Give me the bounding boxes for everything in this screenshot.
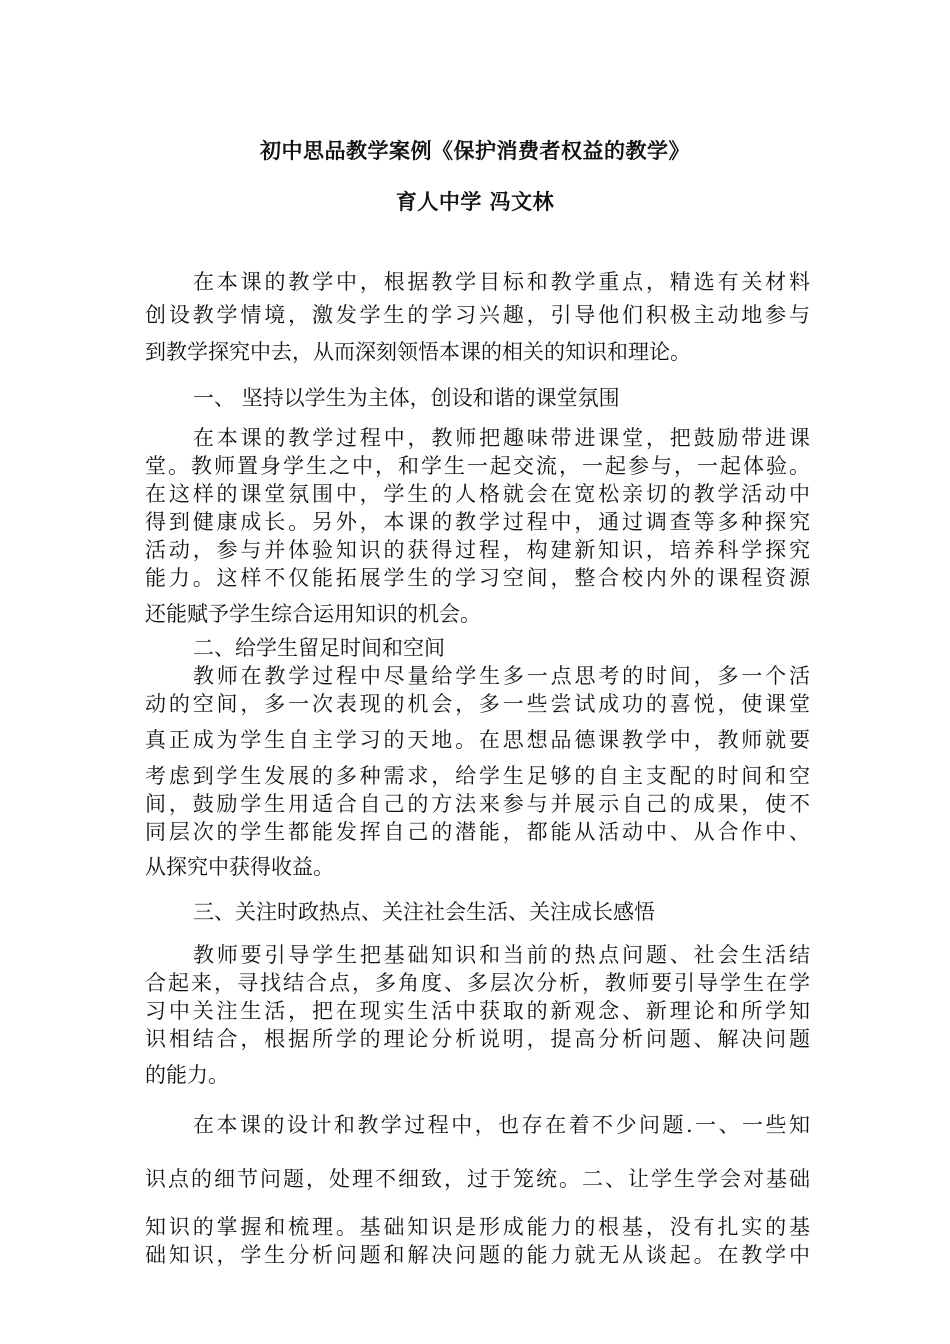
text-line: 识相结合，根据所学的理论分析说明，提高分析问题、解决问题	[145, 1027, 810, 1051]
section-heading: 二、给学生留足时间和空间	[193, 636, 445, 660]
text-line: 真正成为学生自主学习的天地。在思想品德课教学中，教师就要	[145, 728, 810, 752]
document-title: 初中思品教学案例《保护消费者权益的教学》	[260, 139, 690, 163]
text-line: 考虑到学生发展的多种需求，给学生足够的自主支配的时间和空	[145, 764, 810, 788]
text-line: 从探究中获得收益。	[145, 855, 334, 879]
text-line: 得到健康成长。另外，本课的教学过程中，通过调查等多种探究	[145, 510, 810, 534]
section-heading: 一、 坚持以学生为主体，创设和谐的课堂氛围	[193, 386, 620, 410]
text-line: 识点的细节问题，处理不细致，过于笼统。二、让学生学会对基础	[145, 1167, 810, 1191]
text-line: 教师要引导学生把基础知识和当前的热点问题、社会生活结	[193, 943, 810, 967]
document-author: 育人中学 冯文林	[395, 190, 555, 214]
text-line: 知识的掌握和梳理。基础知识是形成能力的根基，没有扎实的基	[145, 1215, 810, 1239]
text-line: 教师在教学过程中尽量给学生多一点思考的时间，多一个活	[193, 664, 810, 688]
text-line: 习中关注生活，把在现实生活中获取的新观念、新理论和所学知	[145, 999, 810, 1023]
section-heading: 三、关注时政热点、关注社会生活、关注成长感悟	[193, 900, 655, 924]
text-line: 的能力。	[145, 1063, 229, 1087]
text-line: 还能赋予学生综合运用知识的机会。	[145, 602, 481, 626]
text-line: 在本课的教学中，根据教学目标和教学重点，精选有关材料	[193, 270, 810, 294]
text-line: 间，鼓励学生用适合自己的方法来参与并展示自己的成果，使不	[145, 792, 810, 816]
text-line: 动的空间，多一次表现的机会，多一些尝试成功的喜悦，使课堂	[145, 692, 810, 716]
text-line: 能力。这样不仅能拓展学生的学习空间，整合校内外的课程资源	[145, 566, 810, 590]
text-line: 在这样的课堂氛围中，学生的人格就会在宽松亲切的教学活动中	[145, 482, 810, 506]
text-line: 活动，参与并体验知识的获得过程，构建新知识，培养科学探究	[145, 538, 810, 562]
text-line: 合起来，寻找结合点，多角度、多层次分析，教师要引导学生在学	[145, 971, 810, 995]
text-line: 在本课的设计和教学过程中，也存在着不少问题.一、一些知	[193, 1113, 810, 1137]
text-line: 同层次的学生都能发挥自己的潜能，都能从活动中、从合作中、	[145, 820, 810, 844]
text-line: 创设教学情境，激发学生的学习兴趣，引导他们积极主动地参与	[145, 303, 810, 327]
text-line: 到教学探究中去，从而深刻领悟本课的相关的知识和理论。	[145, 340, 691, 364]
text-line: 堂。教师置身学生之中，和学生一起交流，一起参与，一起体验。	[145, 454, 810, 478]
text-line: 在本课的教学过程中，教师把趣味带进课堂，把鼓励带进课	[193, 426, 810, 450]
text-line: 础知识，学生分析问题和解决问题的能力就无从谈起。在教学中	[145, 1243, 810, 1267]
